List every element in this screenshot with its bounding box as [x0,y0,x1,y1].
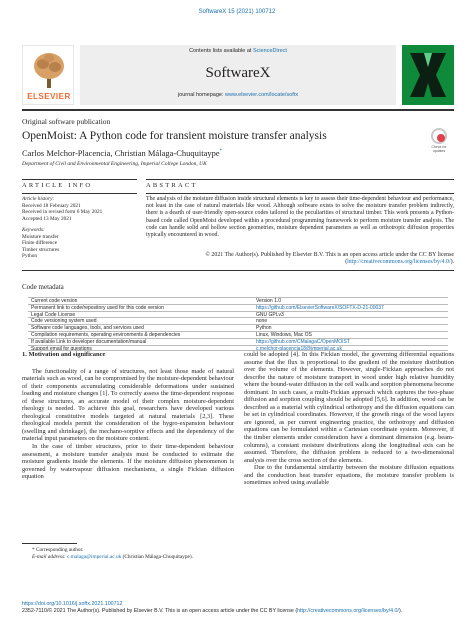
footnote-divider [22,543,77,544]
documentation-link[interactable]: https://github.com/CMalagaC/OpenMOIST [256,338,350,345]
article-info-top-rule [22,179,137,180]
homepage-line: journal homepage: www.elsevier.com/locate/softx [177,92,299,98]
support-email-link[interactable]: c.melchor-placencia18@imperial.ac.uk [256,345,342,351]
body-paragraph: Due to the fundamental similarity between the moisture diffusion equations and the conduction heat transfer equations, the moisture transfer problem is sometimes solved using available [244,464,454,487]
repository-link[interactable]: https://github.com/ElsevierSoftwareX/SOFTX-D-21-00037 [256,304,384,311]
crossmark-icon [431,128,447,144]
keyword: Timber structures [22,246,60,253]
keywords-label: Keywords: [22,227,45,233]
history-item: Accepted 13 May 2021 [22,215,72,222]
abstract-heading: ABSTRACT [146,182,198,189]
body-column-left [22,351,234,481]
table-row: Support email for questions c.melchor-placencia18@imperial.ac.uk [28,345,448,352]
history-item: Received in revised form 6 May 2021 [22,209,103,215]
journal-cover-image[interactable] [402,45,454,105]
section-heading: 1. Motivation and significance [22,351,106,358]
crossmark-label: Check for updates [431,145,447,153]
abstract-top-rule [146,179,454,180]
elsevier-tree-icon [31,50,67,90]
journal-name: SoftwareX [205,65,271,81]
keyword: Finite difference [22,240,58,246]
history-label: Article history: [22,196,55,202]
cc-license-link[interactable]: http://creativecommons.org/licenses/by/4.0/ [347,259,451,266]
body-paragraph: In the case of timber structures, prior to their time-dependent behaviour assessment, a moisture transfer analysis must be conducted to estimate the moisture gradients inside the elements. If the moisture diffusion phenomenon is governed by watervapour diffusion mechanisms, a single Fickian diffusion equation [22,443,234,481]
history-item: Received 18 February 2021 [22,202,81,209]
body-paragraph: The functionality of a range of structures, not least those made of natural materials such as wood, can be compromised by the moisture-dependent behaviour of their components accumulating considerable deformations under sustained loading and moisture changes [1]. To correctly assess the time-dependent response of these structures, an accurate model of their complex moisture-dependent rheology is needed. To achieve this goal, researchers have developed various rheological constitutive models targeted at natural materials [2,3]. These rheological models permit the consideration of the hygro-expansion behaviour (swelling and shrinkage), the mechano-sorptive effects and the dependency of the material input parameters on the moisture content. [22,367,234,443]
author-list: Carlos Melchor-Placencia, Christian Málaga-Chuquitaype* [22,148,223,158]
keyword: Moisture transfer [22,233,59,240]
sciencedirect-link[interactable]: ScienceDirect [252,48,287,54]
corresponding-author-note: Corresponding author. [35,547,84,553]
code-metadata-heading: Code metadata [22,283,64,291]
page-footer: https://doi.org/10.1016/j.softx.2021.100712 2352-7110/© 2021 The Author(s). Published by Elsevier B.V. This is an open access article under the CC BY license (http://creativecommons.org/licenses/by/4.0/). [22,601,454,614]
body-column-right [244,351,454,487]
table-row: Permanent link to code/repository used for this code version https://github.com/ElsevierSoftwareX/SOFTX-D-21-00037 [28,304,448,311]
table-row: Legal Code License GNU GPLv3 [28,311,448,318]
doi-link[interactable]: https://doi.org/10.1016/j.softx.2021.100712 [22,601,123,607]
elsevier-logo[interactable] [22,45,74,105]
table-row: Software code languages, tools, and services used Python [28,324,448,331]
softwarex-cover-icon [402,45,454,105]
abstract-text: The analysis of the moisture diffusion inside structural elements is key to assess their time-dependent behaviour and performance, not least in the case of natural materials like wood. Although software exists to solve the moisture transfer problem indirectly, there is a dearth of user-friendly open-source codes tailored to the peculiarities of structural timber. This work presents a Python-based code called OpenMoist developed within a procedural programming framework to perform moisture transfer analysis. The code can handle solid and hollow section geometries, moisture dependent parameters as well as orthotropic diffusion properties typically encountered in wood. [146,196,454,239]
corresponding-author-mark[interactable]: * [219,149,223,155]
journal-reference[interactable]: SoftwareX 15 (2021) 100712 [198,9,276,15]
masthead-divider [22,109,454,111]
contents-line: Contents lists available at ScienceDirect [189,48,287,54]
footnote: * Corresponding author. E-mail address: c.malaga@imperial.ac.uk (Christian Málaga-Chuquitaype). [32,547,193,560]
keyword: Python [22,253,38,259]
article-info-heading: ARTICLE INFO [22,182,93,189]
abstract-rule [146,193,454,194]
table-row: Code versioning system used none [28,317,448,324]
elsevier-wordmark: ELSEVIER [27,92,71,101]
homepage-link[interactable]: www.elsevier.com/locate/softx [225,92,299,98]
masthead [22,45,454,105]
footer-license-link[interactable]: http://creativecommons.org/licenses/by/4.0/ [297,607,399,614]
table-row: If available Link to developer documentation/manual https://github.com/CMalagaC/OpenMOIST [28,338,448,345]
code-metadata-table [28,297,448,351]
publication-type: Original software publication [22,117,111,126]
article-info-block [22,196,137,260]
abstract-copyright: © 2021 The Author(s). Published by Elsevier B.V. This is an open access article under the CC BY license (http://creativecommons.org/licenses/by/4.0/). [205,252,454,266]
body-paragraph: could be adopted [4]. In this Fickian model, the governing differential equations assume that the flux is proportional to the gradient of the moisture distribution over the volume of the elements. However, single-Fickian approaches do not describe the nature of moisture transport in wood under high relative humidity where the bound-water diffusion in the cell walls and sorption phenomena become dominant. In such cases, a multi-Fickian approach which captures the two-phase diffusion and sorption coupling should be adopted [5,6]. In addition, wood can be described as a material with cylindrical orthotropy and the diffusion equations can be set in cylindrical coordinates. However, if the growth rings of the wood layers are ignored, as per current engineering practice, the orthotropy and diffusion equations can be formulated within a Cartesian coordinate system. Moreover, if the timber elements under consideration have a dominant dimension (e.g. beam-columns), a constant moisture distributions along the longitudinal axis can be assumed. Therefore, the diffusion problem is reduced to a two-dimensional analysis over the cross section of the elements. [244,351,454,464]
article-info-rule [22,193,137,194]
author-email-link[interactable]: c.malaga@imperial.ac.uk [67,553,122,560]
affiliation: Department of Civil and Environmental Engineering, Imperial College London, UK [22,161,207,167]
abstract-bottom-rule [22,270,454,271]
article-title: OpenMoist: A Python code for transient moisture transfer analysis [22,130,327,142]
check-for-updates-badge[interactable] [427,128,451,158]
table-row: Compilation requirements, operating environments & dependencies Linux, Windows, Mac OS [28,331,448,338]
masthead-info [80,45,396,105]
table-row: Current code version Version 1.0 [28,297,448,304]
